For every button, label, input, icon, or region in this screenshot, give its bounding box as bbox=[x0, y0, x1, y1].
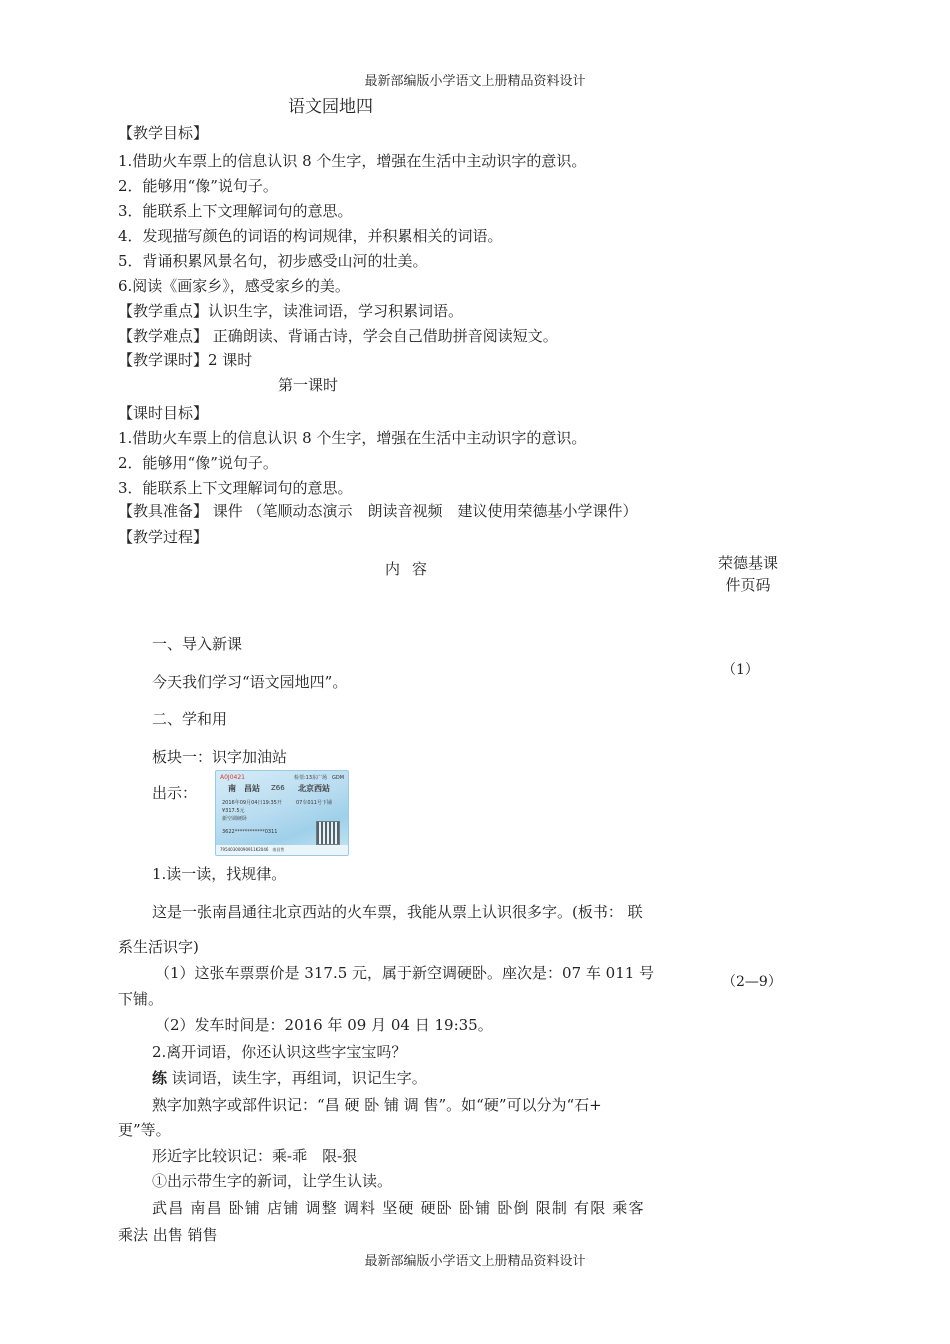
paragraph-line: 更”等。 bbox=[118, 1121, 171, 1139]
courseware-page-heading: 荣德基课件页码 bbox=[718, 554, 779, 594]
word-list-line: 乘法 出售 销售 bbox=[118, 1226, 218, 1244]
lesson-goal-item: 1.借助火车票上的信息认识 8 个生字，增强在生活中主动识字的意识。 bbox=[118, 429, 587, 447]
courseware-page-note: （1） bbox=[722, 662, 759, 678]
ticket-train: Z66 bbox=[271, 784, 285, 792]
practice-text: 读词语，读生字，再组词，识记生字。 bbox=[167, 1069, 427, 1087]
lesson-goal-item: 3．能联系上下文理解词句的意思。 bbox=[118, 479, 353, 497]
step-words: 2.离开词语，你还认识这些字宝宝吗？ bbox=[152, 1043, 407, 1061]
paragraph-line: ①出示带生字的新词，让学生认读。 bbox=[152, 1172, 393, 1190]
ticket-type: 新空调硬卧 bbox=[222, 816, 248, 822]
paragraph-line: （1）这张车票票价是 317.5 元，属于新空调硬卧。座次是：07 车 011 号 bbox=[155, 964, 655, 982]
qr-code-icon bbox=[316, 821, 340, 845]
ticket-from: 南 昌站 bbox=[228, 784, 260, 793]
goal-item: 3．能联系上下文理解词句的意思。 bbox=[118, 202, 353, 220]
ticket-seat: 07车011号下铺 bbox=[296, 800, 332, 806]
goal-item: 5．背诵积累风景名句，初步感受山河的壮美。 bbox=[118, 252, 428, 270]
practice-label: 练 bbox=[152, 1069, 168, 1087]
ticket-code: 79540300090911K2046 南昌售 bbox=[220, 847, 285, 852]
block-heading: 板块一：识字加油站 bbox=[152, 748, 288, 766]
ticket-gate: 检票:13东广场 GDM bbox=[294, 775, 345, 781]
key-points: 【教学重点】认识生字，读准词语，学习积累词语。 bbox=[118, 302, 464, 320]
step-read: 1.读一读，找规律。 bbox=[152, 865, 287, 883]
goal-item: 1.借助火车票上的信息认识 8 个生字，增强在生活中主动识字的意识。 bbox=[118, 152, 587, 170]
intro-text: 今天我们学习“语文园地四”。 bbox=[152, 673, 348, 691]
tools: 【教具准备】 课件 （笔顺动态演示 朗读音视频 建议使用荣德基小学课件） bbox=[118, 502, 638, 520]
ticket-price: ¥317.5元 bbox=[222, 808, 245, 814]
ticket-number: A0J0421 bbox=[220, 774, 245, 781]
document-title: 语文园地四 bbox=[288, 97, 373, 117]
paragraph-line: 下铺。 bbox=[118, 990, 164, 1008]
paragraph-line: 系生活识字) bbox=[118, 938, 199, 956]
page-footer: 最新部编版小学语文上册精品资料设计 bbox=[364, 1254, 586, 1269]
paragraph-line: 这是一张南昌通往北京西站的火车票，我能从票上认识很多字。(板书： 联 bbox=[152, 903, 643, 921]
goal-item: 4．发现描写颜色的词语的构词规律，并积累相关的词语。 bbox=[118, 227, 503, 245]
show-label: 出示： bbox=[152, 784, 198, 802]
page-header: 最新部编版小学语文上册精品资料设计 bbox=[364, 74, 586, 89]
word-list-line: 武昌 南昌 卧铺 店铺 调整 调料 坚硬 硬卧 卧铺 卧倒 限制 有限 乘客 bbox=[152, 1199, 645, 1217]
practice-line bbox=[152, 1067, 427, 1088]
goals-heading: 【教学目标】 bbox=[118, 124, 209, 142]
paragraph-line: （2）发车时间是：2016 年 09 月 04 日 19:35。 bbox=[155, 1016, 493, 1034]
section-learn-heading: 二、学和用 bbox=[152, 710, 228, 728]
process-heading: 【教学过程】 bbox=[118, 528, 209, 546]
ticket-id: 3622************0311 bbox=[222, 829, 278, 835]
train-ticket-image bbox=[215, 770, 349, 856]
paragraph-line: 熟字加熟字或部件识记：“昌 硬 卧 铺 调 售”。如“硬”可以分为“石+ bbox=[152, 1096, 602, 1114]
ticket-date: 2016年09月04日19:35开 bbox=[222, 800, 282, 806]
ticket-to: 北京西站 bbox=[298, 784, 330, 793]
class-hours: 【教学课时】2 课时 bbox=[118, 351, 253, 369]
lesson-goal-item: 2．能够用“像”说句子。 bbox=[118, 454, 278, 472]
goal-item: 6.阅读《画家乡》，感受家乡的美。 bbox=[118, 277, 350, 295]
difficulties: 【教学难点】 正确朗读、背诵古诗，学会自己借助拼音阅读短文。 bbox=[118, 327, 558, 345]
goal-item: 2．能够用“像”说句子。 bbox=[118, 177, 278, 195]
courseware-page-note: （2—9） bbox=[722, 974, 782, 990]
section-intro-heading: 一、导入新课 bbox=[152, 635, 243, 653]
content-column-heading: 内容 bbox=[385, 560, 440, 578]
paragraph-line: 形近字比较识记：乘-乖 限-狠 bbox=[152, 1147, 358, 1165]
lesson-goals-heading: 【课时目标】 bbox=[118, 404, 209, 422]
lesson-title: 第一课时 bbox=[278, 376, 339, 394]
